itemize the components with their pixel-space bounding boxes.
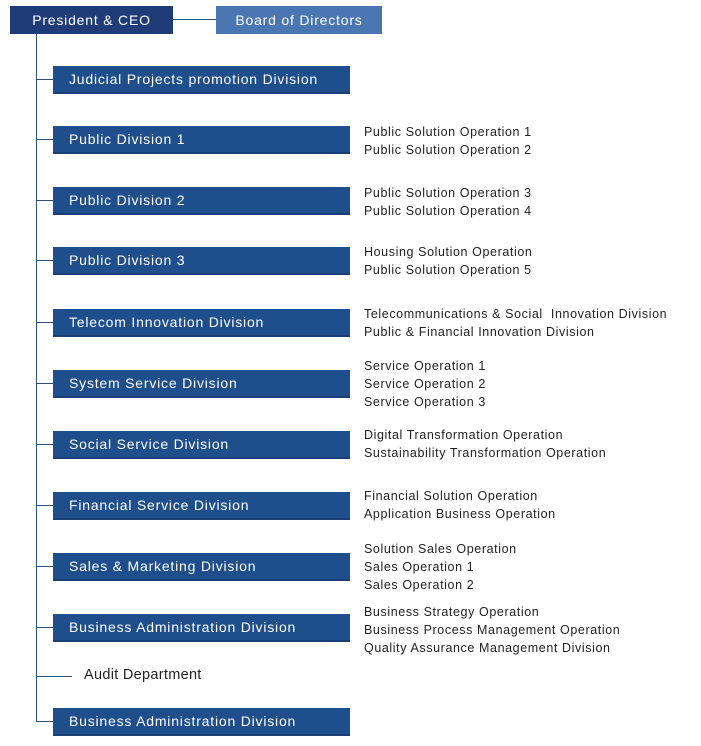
sub-operation-item: Public Solution Operation 2: [364, 143, 532, 157]
division-connector: [36, 383, 53, 384]
sub-operation-item: Application Business Operation: [364, 507, 556, 521]
division-box: [53, 553, 350, 581]
sub-operation-list: [364, 357, 486, 411]
sub-operation-item: Telecommunications & Social Innovation Division: [364, 307, 668, 321]
sub-operation-item: Public Solution Operation 4: [364, 204, 532, 218]
division-box: [53, 187, 350, 215]
division-connector: [36, 721, 53, 722]
division-connector: [36, 627, 53, 628]
division-box: [53, 431, 350, 459]
sub-operation-list: [364, 487, 556, 523]
division-box: [53, 247, 350, 275]
sub-operation-item: Financial Solution Operation: [364, 489, 538, 503]
sub-operation-item: Sales Operation 2: [364, 578, 475, 592]
division-connector: [36, 79, 53, 80]
audit-department: Audit Department: [84, 667, 202, 683]
division-label: Public Division 1: [69, 131, 186, 147]
sub-operation-item: Sales Operation 1: [364, 560, 475, 574]
division-box: [53, 370, 350, 398]
division-label: Public Division 2: [69, 192, 186, 208]
sub-operation-item: Service Operation 1: [364, 359, 486, 373]
board-of-directors-label: Board of Directors: [235, 12, 363, 28]
division-label: Business Administration Division: [69, 619, 297, 635]
sub-operation-item: Service Operation 3: [364, 395, 486, 409]
sub-operation-item: Housing Solution Operation: [364, 245, 533, 259]
sub-operation-list: [364, 540, 517, 594]
division-box: [53, 66, 350, 94]
division-label: Public Division 3: [69, 252, 186, 268]
sub-operation-list: [364, 603, 620, 657]
division-label: Telecom Innovation Division: [69, 314, 265, 330]
division-box: [53, 492, 350, 520]
president-ceo-label: President & CEO: [32, 12, 151, 28]
sub-operation-list: [364, 305, 667, 341]
division-connector: [36, 566, 53, 567]
division-box: [53, 126, 350, 154]
sub-operation-list: [364, 243, 532, 279]
sub-operation-list: [364, 184, 532, 220]
division-connector: [36, 322, 53, 323]
division-connector: [36, 444, 53, 445]
division-connector: [36, 505, 53, 506]
sub-operation-item: Public & Financial Innovation Division: [364, 325, 595, 339]
sub-operation-item: Digital Transformation Operation: [364, 428, 564, 442]
sub-operation-item: Business Strategy Operation: [364, 605, 540, 619]
sub-operation-item: Service Operation 2: [364, 377, 486, 391]
division-connector: [36, 260, 53, 261]
sub-operation-list: [364, 426, 606, 462]
board-of-directors-box: [216, 6, 382, 34]
sub-operation-item: Quality Assurance Management Division: [364, 641, 611, 655]
board-connector: [173, 19, 216, 20]
sub-operation-item: Public Solution Operation 1: [364, 125, 532, 139]
sub-operation-item: Public Solution Operation 5: [364, 263, 532, 277]
division-connector: [36, 200, 53, 201]
division-connector: [36, 139, 53, 140]
sub-operation-list: [364, 123, 532, 159]
sub-operation-item: Solution Sales Operation: [364, 542, 517, 556]
division-label: System Service Division: [69, 375, 238, 391]
sub-operation-item: Public Solution Operation 3: [364, 186, 532, 200]
division-label: Sales & Marketing Division: [69, 558, 257, 574]
division-label: Judicial Projects promotion Division: [69, 71, 318, 87]
sub-operation-item: Sustainability Transformation Operation: [364, 446, 607, 460]
sub-operation-item: Business Process Management Operation: [364, 623, 621, 637]
division-box: [53, 614, 350, 642]
division-label: Financial Service Division: [69, 497, 250, 513]
president-ceo-box: [10, 6, 173, 34]
audit-connector: [36, 676, 72, 677]
division-box: [53, 309, 350, 337]
division-box-last: [53, 708, 350, 736]
division-label: Business Administration Division: [69, 713, 297, 729]
division-label: Social Service Division: [69, 436, 230, 452]
org-trunk-line: [36, 34, 37, 722]
